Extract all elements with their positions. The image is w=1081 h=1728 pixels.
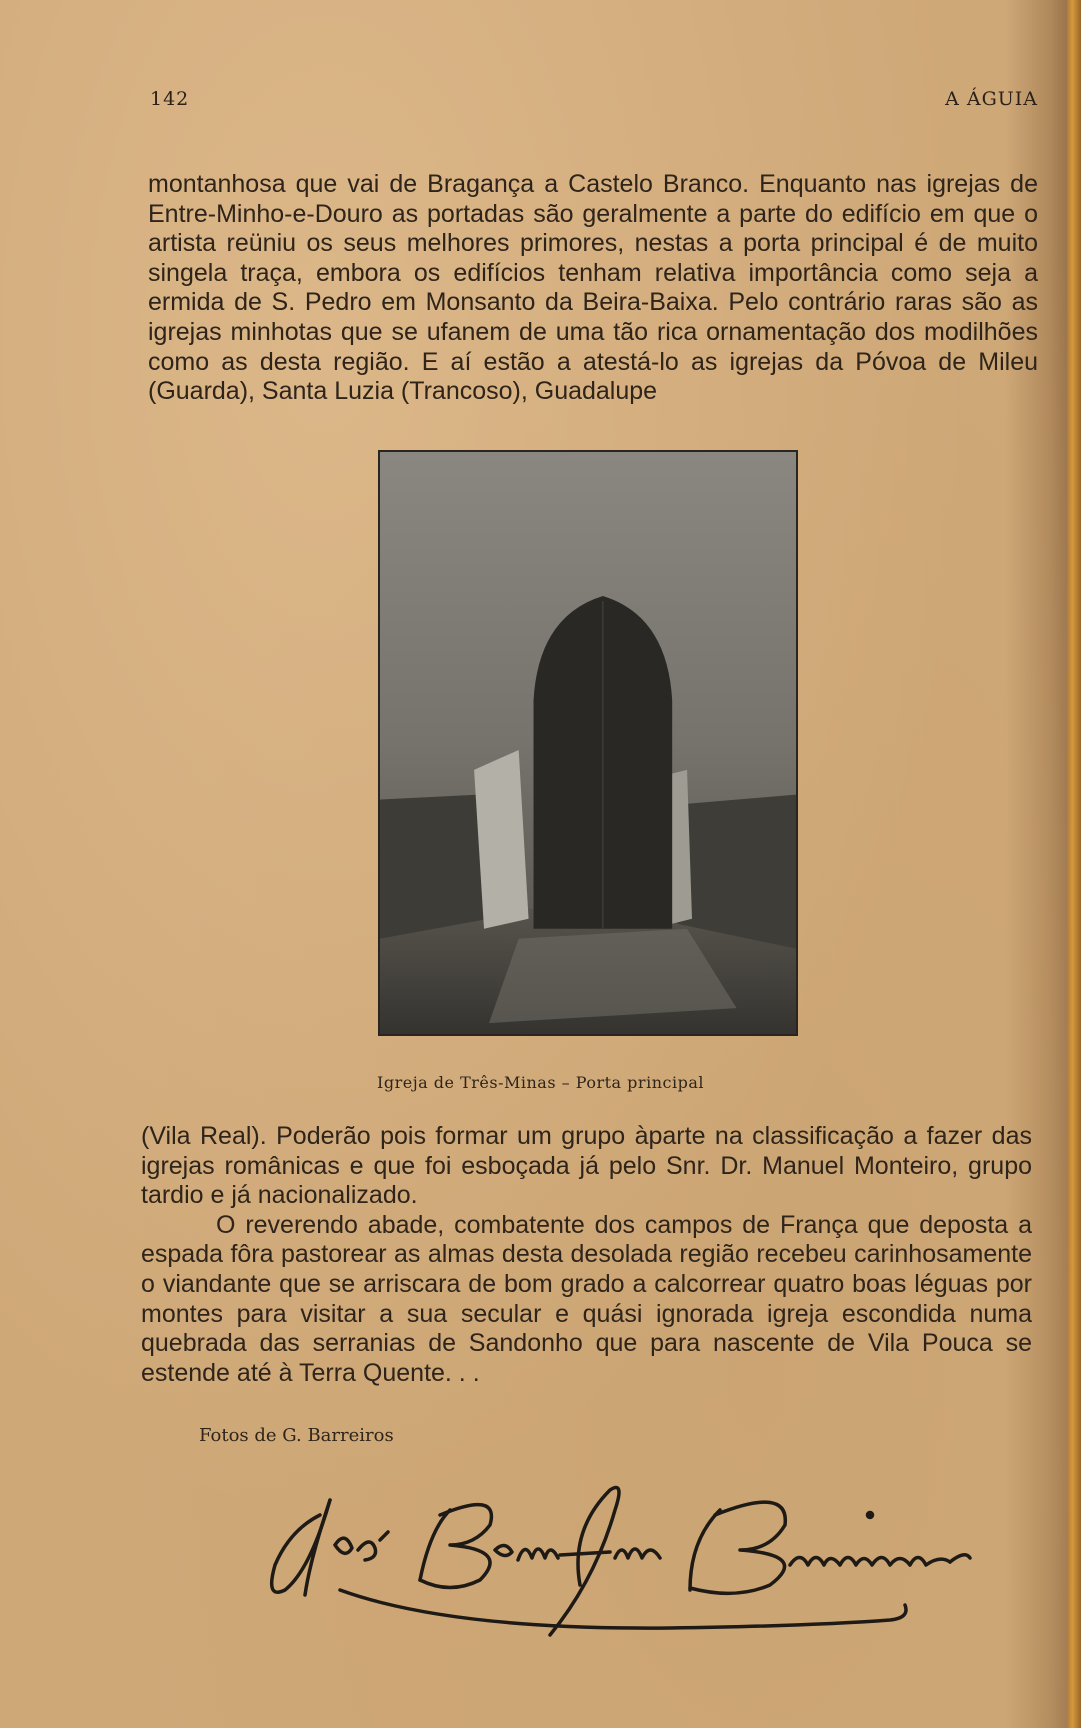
journal-title: A ÁGUIA [945,88,1038,110]
body-text-top [148,170,1038,407]
photo-credit: Fotos de G. Barreiros [199,1425,394,1446]
paragraph: O reverendo abade, combatente dos campos de França que deposta a espada fôra pastorear as almas desta desolada região recebeu carinhosamente o viandante que se arriscara de bom grado a calcorrear quatro boas léguas por montes para visitar a sua secular e quási ignorada igreja escondida numa quebrada das serranias de Sandonho que para nascente de Vila Pouca se estende até à Terra Quente. . . [141,1210,1032,1387]
figure-caption: Igreja de Três-Minas – Porta principal [377,1073,704,1092]
page-number: 142 [150,88,190,110]
paragraph: (Vila Real). Poderão pois formar um grupo àparte na classificação a fazer das igrejas românicas e que foi esboçada já pelo Snr. Dr. Manuel Monteiro, grupo tardio e já nacionalizado. [141,1122,1032,1210]
photo-illustration [380,452,796,1034]
body-text-bottom [141,1122,1032,1388]
church-door-photo [378,450,798,1036]
running-header [150,88,1038,118]
handwritten-signature [250,1470,1040,1640]
page-edge [1067,0,1081,1728]
paragraph: montanhosa que vai de Bragança a Castelo Branco. Enquanto nas igrejas de Entre-Minho-e-Douro as portadas são geralmente a parte do edifício em que o artista reüniu os seus melhores primores, nestas a porta principal é de muito singela traça, embora os edifícios tenham relativa importância como seja a ermida de S. Pedro em Monsanto da Beira-Baixa. Pelo contrário raras são as igrejas minhotas que se ufanem de uma tão rica ornamentação dos modilhões como as desta região. E aí estão a atestá-lo as igrejas da Póvoa de Mileu (Guarda), Santa Luzia (Trancoso), Guadalupe [148,170,1038,406]
